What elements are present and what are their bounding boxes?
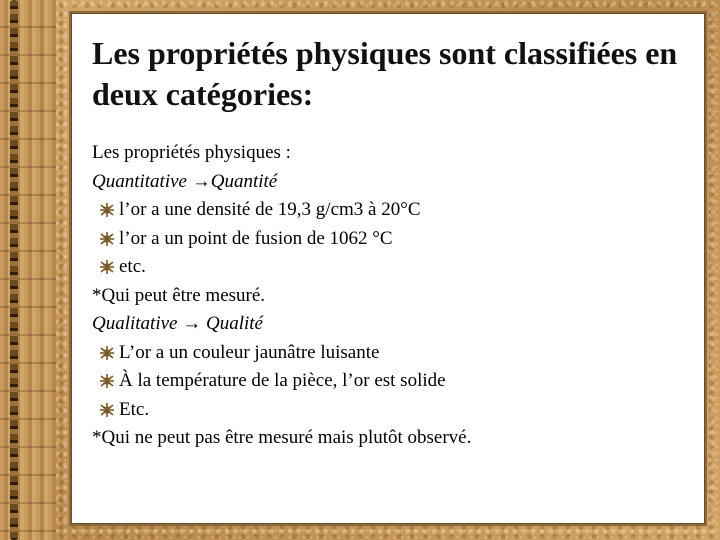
list-item bbox=[92, 253, 692, 282]
list-item-text: Etc. bbox=[119, 398, 150, 420]
star-burst-icon bbox=[97, 402, 117, 418]
quantitative-heading: Quantitative →Quantité bbox=[92, 170, 278, 192]
list-item bbox=[92, 225, 692, 254]
list-item bbox=[92, 367, 692, 396]
list-item bbox=[92, 339, 692, 368]
star-burst-icon bbox=[97, 345, 117, 361]
star-burst-icon bbox=[97, 259, 117, 275]
slide-body bbox=[92, 139, 692, 453]
slide-content-panel bbox=[71, 13, 705, 524]
intro-text: Les propriétés physiques : bbox=[92, 142, 291, 163]
star-burst-icon bbox=[97, 373, 117, 389]
qualitative-heading: Qualitative → Qualité bbox=[92, 313, 263, 334]
list-item-text: etc. bbox=[119, 256, 146, 277]
slide-title: Les propriétés physiques sont classifiées en deux catégories: bbox=[92, 35, 678, 112]
list-item bbox=[92, 396, 692, 425]
star-burst-icon bbox=[97, 202, 117, 218]
list-item-text: À la température de la pièce, l’or est solide bbox=[119, 370, 446, 391]
list-item bbox=[92, 196, 692, 225]
decorative-left-border bbox=[0, 0, 56, 540]
list-item-text: L’or a un couleur jaunâtre luisante bbox=[119, 341, 380, 363]
quantitative-note: *Qui peut être mesuré. bbox=[92, 284, 266, 306]
decorative-rope bbox=[10, 0, 18, 540]
list-item-text: l’or a un point de fusion de 1062 °C bbox=[119, 227, 393, 249]
star-burst-icon bbox=[97, 231, 117, 247]
list-item-text: l’or a une densité de 19,3 g/cm3 à 20°C bbox=[119, 199, 421, 220]
qualitative-note: *Qui ne peut pas être mesuré mais plutôt observé. bbox=[92, 427, 472, 448]
